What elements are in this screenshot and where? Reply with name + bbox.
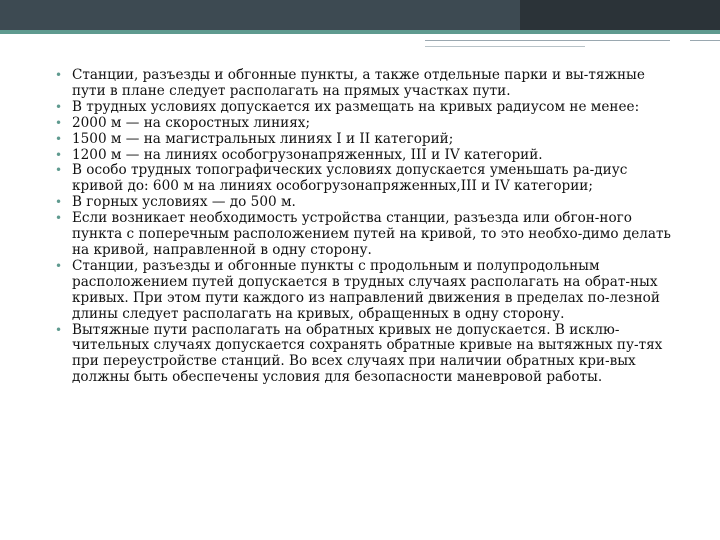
list-item — [55, 259, 677, 323]
list-item-text: В особо трудных топографических условиях допускается уменьшать ра-диус кривой до: 600 м на линиях особогрузонапряженных,III и IV категории; — [72, 162, 628, 195]
list-item — [55, 116, 677, 132]
list-item — [55, 100, 677, 116]
bullet-icon: • — [55, 115, 63, 130]
bullet-icon: • — [55, 99, 63, 114]
bullet-icon: • — [55, 322, 63, 337]
accent-stripe — [0, 30, 720, 34]
list-item-text: В горных условиях — до 500 м. — [72, 194, 296, 211]
list-item-text: Если возникает необходимость устройства станции, разъезда или обгон-ного пункта с поперечным расположением путей на кривой, то это необхо-димо делать на кривой, направленной в одну сторону. — [72, 210, 671, 258]
slide-body — [55, 68, 677, 524]
list-item-text: В трудных условиях допускается их размещать на кривых радиусом не менее: — [72, 98, 640, 115]
bullet-list — [55, 68, 677, 386]
list-item — [55, 211, 677, 259]
list-item — [55, 195, 677, 211]
list-item-text: Вытяжные пути располагать на обратных кривых не допускается. В исклю-чительных случаях допускается сохранять обратные кривые на вытяжных пу-тях при переустройстве станций. Во всех случаях при наличии обратных кри-вых должны быть обеспечены условия для безопасности маневровой работы. — [72, 321, 663, 386]
list-item — [55, 132, 677, 148]
decorative-line — [425, 40, 670, 41]
list-item — [55, 68, 677, 100]
bullet-icon: • — [55, 258, 63, 273]
bullet-icon: • — [55, 68, 63, 82]
list-item — [55, 148, 677, 164]
header-dark-block — [520, 0, 720, 30]
list-item-text: Станции, разъезды и обгонные пункты, а также отдельные парки и вы-тяжные пути в плане следует располагать на прямых участках пути. — [72, 68, 645, 99]
decorative-line — [425, 46, 585, 47]
decorative-line — [690, 40, 720, 41]
bullet-icon: • — [55, 195, 63, 210]
list-item-text: 1500 м — на магистральных линиях I и II категорий; — [72, 130, 454, 147]
list-item-text: 1200 м — на линиях особогрузонапряженных, III и IV категорий. — [72, 146, 543, 163]
bullet-icon: • — [55, 131, 63, 146]
list-item-text: Станции, разъезды и обгонные пункты с продольным и полупродольным расположением путей допускается в трудных случаях располагать на обрат-ных кривых. При этом пути каждого из направлений движения в пределах по-лезной длины следует располагать на кривых, обращенных в одну сторону. — [72, 257, 660, 322]
list-item — [55, 323, 677, 387]
bullet-icon: • — [55, 147, 63, 162]
bullet-icon: • — [55, 163, 63, 178]
list-item-text: 2000 м — на скоростных линиях; — [72, 114, 311, 131]
list-item — [55, 163, 677, 195]
bullet-icon: • — [55, 211, 63, 226]
